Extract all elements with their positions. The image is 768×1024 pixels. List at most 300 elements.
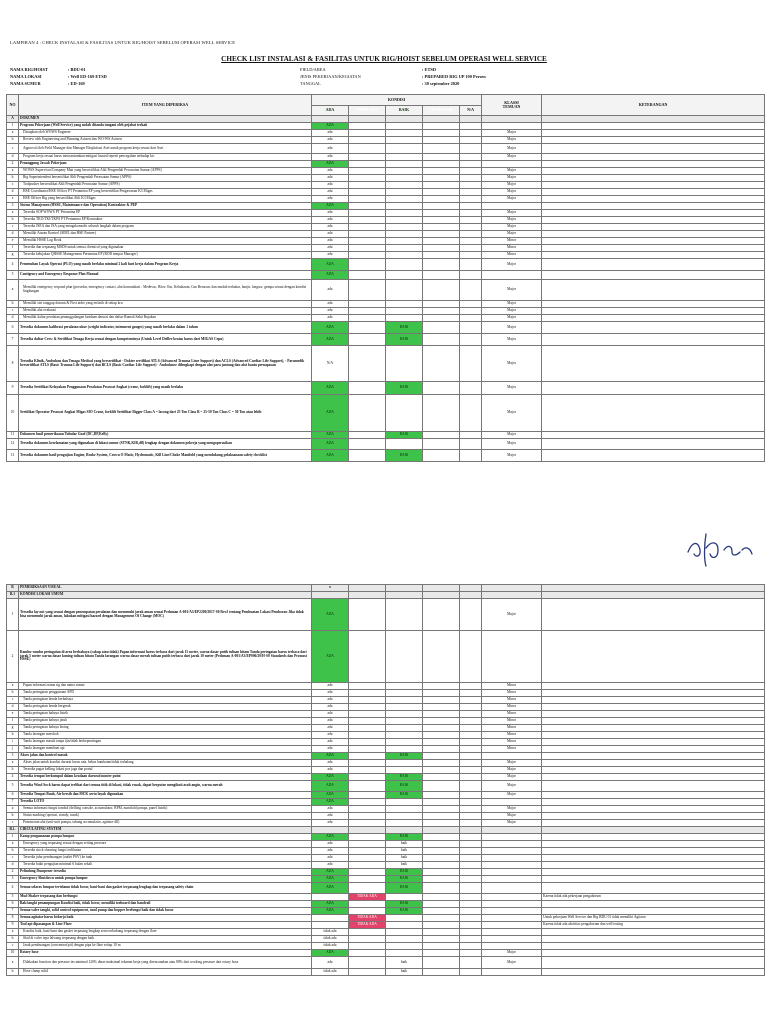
cell-klasifikasi: Minor <box>482 704 542 711</box>
cell-tidak-ada <box>349 315 386 322</box>
row-text: Hose clamp solid <box>19 969 312 976</box>
cell-baik <box>386 245 423 252</box>
cell-tidak-ada <box>349 929 386 936</box>
cell-tidak-ada <box>349 869 386 876</box>
cell-tidak-ada <box>349 753 386 760</box>
row-number: 4 <box>7 774 19 781</box>
cell-ada: ada <box>312 168 349 175</box>
cell-baik <box>386 161 423 168</box>
page-break <box>0 534 768 582</box>
subitem-row <box>7 855 765 862</box>
item-row <box>7 450 765 462</box>
cell-tidak-ada <box>349 683 386 690</box>
cell-ada <box>312 922 349 929</box>
cell-na <box>460 252 482 259</box>
cell-baik <box>386 137 423 144</box>
cell-tidak-baik <box>423 908 460 915</box>
cell-na <box>460 862 482 869</box>
row-text: Tersedia Klinik, Ambulans dan Tenaga Medical yang bersertifikat - Dokter sertifikat ATLS (Advanced Trauma Lime Support) dan ACLS (Advanced Cardiac Life Support), - Paramedik bersertifikat ATLS (Basic Trauma Life Support) dan BCLS (Basic Cardiac Life Support) - Ambulance dilengkapi dengan alat para jantung dan alat bantu pernapasan <box>19 346 312 382</box>
row-number: c <box>7 224 19 231</box>
cell-klasifikasi: Minor <box>482 238 542 245</box>
cell-baik <box>386 697 423 704</box>
checklist-table-visual <box>6 584 765 976</box>
row-text: Memiliki site tanggap darurat & First aider yang terlatih di setiap kru <box>19 301 312 308</box>
section-row <box>7 827 765 834</box>
row-text: Emergency yang terpasang sesuai dengan setting pressure <box>19 841 312 848</box>
cell-keterangan <box>542 210 765 217</box>
cell-ada: ADA <box>312 439 349 450</box>
cell-keterangan <box>542 820 765 827</box>
cell-keterangan <box>542 238 765 245</box>
cell-tidak-baik <box>423 841 460 848</box>
cell-baik: BAIK <box>386 908 423 915</box>
cell-tidak-ada <box>349 450 386 462</box>
cell-tidak-baik <box>423 631 460 683</box>
cell-baik: BAIK <box>386 334 423 346</box>
cell-klasifikasi <box>482 869 542 876</box>
cell-tidak-ada <box>349 123 386 130</box>
row-text: Sistem Manajemen (HSSE, Maintenance dan Operation) Kontraktor & PEP <box>19 203 312 210</box>
cell-keterangan <box>542 144 765 154</box>
row-text: Program kerja sesuai harus mencantumkan mitigasi hazard seperti pencegahan terhadap kic <box>19 154 312 161</box>
cell-baik <box>386 130 423 137</box>
cell-na <box>460 718 482 725</box>
subitem-row <box>7 182 765 189</box>
cell-tidak-baik <box>423 346 460 382</box>
cell-na <box>460 175 482 182</box>
cell-ada: ada <box>312 137 349 144</box>
row-number: d <box>7 704 19 711</box>
row-number: a <box>7 280 19 301</box>
cell-tidak-baik <box>423 957 460 969</box>
cell-keterangan <box>542 116 765 123</box>
cell-baik <box>386 813 423 820</box>
subitem-row <box>7 746 765 753</box>
subitem-row <box>7 704 765 711</box>
cell-klasifikasi: Major <box>482 196 542 203</box>
cell-na <box>460 683 482 690</box>
row-text: Emergency Shutdown untuk pompa lumpur <box>19 876 312 883</box>
row-text: Contigency and Emergency Response Plan Manual <box>19 271 312 280</box>
row-number: B <box>7 585 19 592</box>
cell-na <box>460 876 482 883</box>
cell-ada: ADA <box>312 876 349 883</box>
cell-ada: ADA <box>312 259 349 271</box>
cell-ada: ADA <box>312 883 349 894</box>
cell-keterangan <box>542 271 765 280</box>
checklist-table-dokumen <box>6 94 765 462</box>
meta-row: TANGGAL : 30 september 2020 <box>300 81 460 86</box>
cell-ada: ada <box>312 862 349 869</box>
row-number: i <box>7 739 19 746</box>
row-number: 4 <box>7 259 19 271</box>
cell-baik: BAIK <box>386 901 423 908</box>
cell-klasifikasi <box>482 936 542 943</box>
cell-ada: ADA <box>312 834 349 841</box>
row-text: Akses jalan dan kontrol masuk <box>19 753 312 760</box>
row-number: b <box>7 767 19 774</box>
cell-tidak-baik <box>423 432 460 439</box>
cell-na <box>460 753 482 760</box>
cell-klasifikasi: Minor <box>482 252 542 259</box>
cell-tidak-baik <box>423 308 460 315</box>
cell-klasifikasi: Minor <box>482 245 542 252</box>
cell-na <box>460 161 482 168</box>
subitem-row <box>7 725 765 732</box>
cell-na <box>460 841 482 848</box>
cell-ada: ada <box>312 245 349 252</box>
cell-tidak-ada <box>349 439 386 450</box>
cell-klasifikasi <box>482 161 542 168</box>
cell-ada: ada <box>312 718 349 725</box>
cell-tidak-baik <box>423 915 460 922</box>
subitem-row <box>7 224 765 231</box>
row-text: Disiapkan oleh WOWS Engineer <box>19 130 312 137</box>
row-text: Kondisi baik, bani-bani dan gasket terpasang lengkap serta terhubung terpasang dengan flare <box>19 929 312 936</box>
cell-klasifikasi: Minor <box>482 732 542 739</box>
cell-keterangan <box>542 189 765 196</box>
cell-tidak-baik <box>423 820 460 827</box>
cell-baik <box>386 231 423 238</box>
item-row <box>7 901 765 908</box>
row-number: 1 <box>7 123 19 130</box>
cell-klasifikasi: Major <box>482 767 542 774</box>
subitem-row <box>7 301 765 308</box>
cell-tidak-ada <box>349 718 386 725</box>
cell-tidak-baik <box>423 922 460 929</box>
cell-klasifikasi <box>482 855 542 862</box>
cell-keterangan <box>542 154 765 161</box>
cell-tidak-baik <box>423 382 460 395</box>
col-header-keterangan: KETERANGAN <box>542 95 765 116</box>
cell-na <box>460 238 482 245</box>
cell-klasifikasi: Major <box>482 820 542 827</box>
cell-na <box>460 711 482 718</box>
cell-keterangan <box>542 725 765 732</box>
cell-baik <box>386 760 423 767</box>
cell-tidak-ada <box>349 280 386 301</box>
cell-baik: BAIK <box>386 876 423 883</box>
cell-tidak-baik <box>423 753 460 760</box>
cell-baik <box>386 739 423 746</box>
cell-klasifikasi: Major <box>482 130 542 137</box>
cell-na <box>460 855 482 862</box>
subitem-row <box>7 767 765 774</box>
cell-keterangan <box>542 848 765 855</box>
cell-baik <box>386 315 423 322</box>
cell-keterangan <box>542 308 765 315</box>
cell-tidak-baik <box>423 224 460 231</box>
cell-na <box>460 936 482 943</box>
cell-na <box>460 739 482 746</box>
row-text: Tanda peringatan bahaya listrik <box>19 711 312 718</box>
row-text: Tersedia kebijakan QHSSE Management Pertamina EP (ROD tempat Manager) <box>19 252 312 259</box>
cell-na <box>460 210 482 217</box>
cell-tidak-ada <box>349 271 386 280</box>
cell-tidak-ada <box>349 781 386 792</box>
cell-na <box>460 820 482 827</box>
row-number: d <box>7 189 19 196</box>
cell-baik: baik <box>386 969 423 976</box>
cell-tidak-baik <box>423 718 460 725</box>
cell-na <box>460 130 482 137</box>
cell-tidak-baik <box>423 732 460 739</box>
cell-tidak-ada <box>349 855 386 862</box>
row-number: j <box>7 746 19 753</box>
cell-tidak-baik <box>423 883 460 894</box>
cell-ada: ada <box>312 697 349 704</box>
cell-keterangan <box>542 382 765 395</box>
meta-row: FIELD/AREA : ETSD <box>300 67 437 72</box>
cell-baik <box>386 259 423 271</box>
cell-baik <box>386 725 423 732</box>
cell-na <box>460 806 482 813</box>
cell-keterangan <box>542 883 765 894</box>
cell-keterangan <box>542 631 765 683</box>
row-number: c <box>7 182 19 189</box>
cell-tidak-ada <box>349 175 386 182</box>
cell-na <box>460 915 482 922</box>
subitem-row <box>7 718 765 725</box>
cell-ada <box>312 894 349 901</box>
row-number: d <box>7 231 19 238</box>
item-row <box>7 869 765 876</box>
row-number: 2 <box>7 161 19 168</box>
cell-klasifikasi: Minor <box>482 725 542 732</box>
cell-na <box>460 432 482 439</box>
cell-keterangan <box>542 439 765 450</box>
cell-ada: x <box>312 585 349 592</box>
cell-tidak-baik <box>423 894 460 901</box>
cell-keterangan <box>542 690 765 697</box>
row-number: A <box>7 116 19 123</box>
cell-klasifikasi: Major <box>482 334 542 346</box>
cell-baik <box>386 308 423 315</box>
cell-keterangan <box>542 869 765 876</box>
cell-ada: ada <box>312 806 349 813</box>
cell-baik: baik <box>386 841 423 848</box>
cell-keterangan <box>542 969 765 976</box>
cell-klasifikasi: Major <box>482 217 542 224</box>
row-text: Approval oleh Field Manager dan Manager Eksploitasi Aset untuk program kerja sesuai dari Aset <box>19 144 312 154</box>
cell-klasifikasi: Major <box>482 315 542 322</box>
subitem-row <box>7 130 765 137</box>
cell-tidak-baik <box>423 690 460 697</box>
cell-keterangan <box>542 203 765 210</box>
cell-tidak-baik <box>423 231 460 238</box>
cell-tidak-baik <box>423 862 460 869</box>
cell-klasifikasi <box>482 123 542 130</box>
cell-klasifikasi <box>482 116 542 123</box>
cell-klasifikasi <box>482 901 542 908</box>
row-text: Tersedia LOTO <box>19 799 312 806</box>
cell-tidak-ada <box>349 238 386 245</box>
row-text: WOWS Supervisor/Company Man yang bersertifikat Ahli Pengendali Perawatan Sumur (APPS) <box>19 168 312 175</box>
cell-keterangan: Karena tidak ada aktivitas pengaborum dan well testing <box>542 922 765 929</box>
row-number: 7 <box>7 908 19 915</box>
row-number: 1 <box>7 599 19 631</box>
cell-keterangan <box>542 943 765 950</box>
cell-na <box>460 943 482 950</box>
cell-klasifikasi <box>482 841 542 848</box>
meta-left <box>10 66 107 87</box>
row-number: a <box>7 683 19 690</box>
cell-ada <box>312 592 349 599</box>
cell-na <box>460 760 482 767</box>
cell-tidak-ada <box>349 203 386 210</box>
cell-klasifikasi <box>482 915 542 922</box>
cell-klasifikasi: Major <box>482 439 542 450</box>
cell-baik: baik <box>386 855 423 862</box>
cell-na <box>460 774 482 781</box>
cell-keterangan <box>542 732 765 739</box>
cell-na <box>460 231 482 238</box>
cell-tidak-ada <box>349 144 386 154</box>
cell-klasifikasi <box>482 827 542 834</box>
subitem-row <box>7 820 765 827</box>
cell-tidak-ada <box>349 432 386 439</box>
cell-tidak-baik <box>423 869 460 876</box>
cell-tidak-ada <box>349 259 386 271</box>
cell-tidak-baik <box>423 813 460 820</box>
cell-baik: BAIK <box>386 432 423 439</box>
subitem-row <box>7 711 765 718</box>
cell-ada: ada <box>312 739 349 746</box>
cell-na <box>460 196 482 203</box>
cell-ada: ada <box>312 760 349 767</box>
section-row <box>7 585 765 592</box>
row-number: 13 <box>7 450 19 462</box>
cell-baik <box>386 182 423 189</box>
col-header-baik: BAIK <box>386 106 423 116</box>
cell-ada: ada <box>312 683 349 690</box>
row-number: 10 <box>7 950 19 957</box>
cell-tidak-ada <box>349 116 386 123</box>
cell-baik <box>386 252 423 259</box>
item-row <box>7 799 765 806</box>
cell-na <box>460 301 482 308</box>
cell-tidak-baik <box>423 322 460 334</box>
cell-tidak-baik <box>423 175 460 182</box>
cell-keterangan <box>542 123 765 130</box>
cell-tidak-baik <box>423 746 460 753</box>
row-number: g <box>7 252 19 259</box>
cell-tidak-baik <box>423 168 460 175</box>
cell-na <box>460 950 482 957</box>
row-text: Tersedia TKO/TKI/TKPA PT Pertamina EP/Kontraktor <box>19 217 312 224</box>
cell-baik <box>386 922 423 929</box>
cell-tidak-baik <box>423 585 460 592</box>
cell-na <box>460 137 482 144</box>
cell-baik <box>386 144 423 154</box>
cell-na <box>460 182 482 189</box>
cell-ada <box>312 915 349 922</box>
cell-ada: ADA <box>312 123 349 130</box>
cell-ada: ada <box>312 280 349 301</box>
cell-baik: BAIK <box>386 382 423 395</box>
cell-tidak-ada <box>349 862 386 869</box>
subitem-row <box>7 697 765 704</box>
cell-keterangan <box>542 753 765 760</box>
cell-tidak-ada <box>349 395 386 432</box>
row-number: 3 <box>7 876 19 883</box>
cell-na <box>460 592 482 599</box>
cell-ada: ada <box>312 746 349 753</box>
cell-ada: ada <box>312 231 349 238</box>
item-row <box>7 346 765 382</box>
cell-keterangan <box>542 799 765 806</box>
cell-ada: N/A <box>312 346 349 382</box>
cell-ada: ada <box>312 144 349 154</box>
cell-baik <box>386 950 423 957</box>
cell-na <box>460 901 482 908</box>
cell-klasifikasi <box>482 894 542 901</box>
cell-na <box>460 203 482 210</box>
item-row <box>7 774 765 781</box>
cell-baik: BAIK <box>386 774 423 781</box>
cell-klasifikasi <box>482 908 542 915</box>
cell-keterangan <box>542 746 765 753</box>
cell-tidak-ada <box>349 746 386 753</box>
cell-ada: ADA <box>312 271 349 280</box>
row-text: Memiliki daftar peralatan penanggulangan keadaan darurat dan daftar Rumah Sakit Rujukan <box>19 315 312 322</box>
col-header-item: ITEM YANG DIPERIKSA <box>19 95 312 116</box>
cell-klasifikasi: Major <box>482 259 542 271</box>
cell-tidak-baik <box>423 137 460 144</box>
cell-na <box>460 704 482 711</box>
cell-baik <box>386 746 423 753</box>
cell-baik: BAIK <box>386 753 423 760</box>
cell-tidak-baik <box>423 774 460 781</box>
cell-keterangan <box>542 182 765 189</box>
cell-baik <box>386 929 423 936</box>
cell-keterangan <box>542 196 765 203</box>
cell-baik: BAIK <box>386 834 423 841</box>
row-number: 5 <box>7 781 19 792</box>
cell-tidak-ada <box>349 704 386 711</box>
cell-tidak-ada <box>349 301 386 308</box>
item-row <box>7 883 765 894</box>
subitem-row <box>7 238 765 245</box>
cell-baik <box>386 238 423 245</box>
cell-klasifikasi <box>482 883 542 894</box>
cell-keterangan <box>542 450 765 462</box>
col-header-na: N/A <box>460 106 482 116</box>
cell-baik <box>386 196 423 203</box>
cell-keterangan <box>542 711 765 718</box>
row-number: c <box>7 308 19 315</box>
row-number: 5 <box>7 894 19 901</box>
cell-baik <box>386 683 423 690</box>
cell-tidak-baik <box>423 592 460 599</box>
cell-baik <box>386 395 423 432</box>
cell-keterangan <box>542 585 765 592</box>
row-number: e <box>7 711 19 718</box>
cell-ada: ada <box>312 725 349 732</box>
cell-keterangan <box>542 957 765 969</box>
row-text: Papan informasi nama rig dan nama sumur <box>19 683 312 690</box>
item-row <box>7 834 765 841</box>
cell-na <box>460 322 482 334</box>
cell-baik: baik <box>386 848 423 855</box>
cell-ada: tidak ada <box>312 936 349 943</box>
cell-tidak-baik <box>423 969 460 976</box>
row-number: a <box>7 210 19 217</box>
cell-ada: ADA <box>312 334 349 346</box>
cell-tidak-ada <box>349 210 386 217</box>
row-number: a <box>7 168 19 175</box>
cell-na <box>460 922 482 929</box>
